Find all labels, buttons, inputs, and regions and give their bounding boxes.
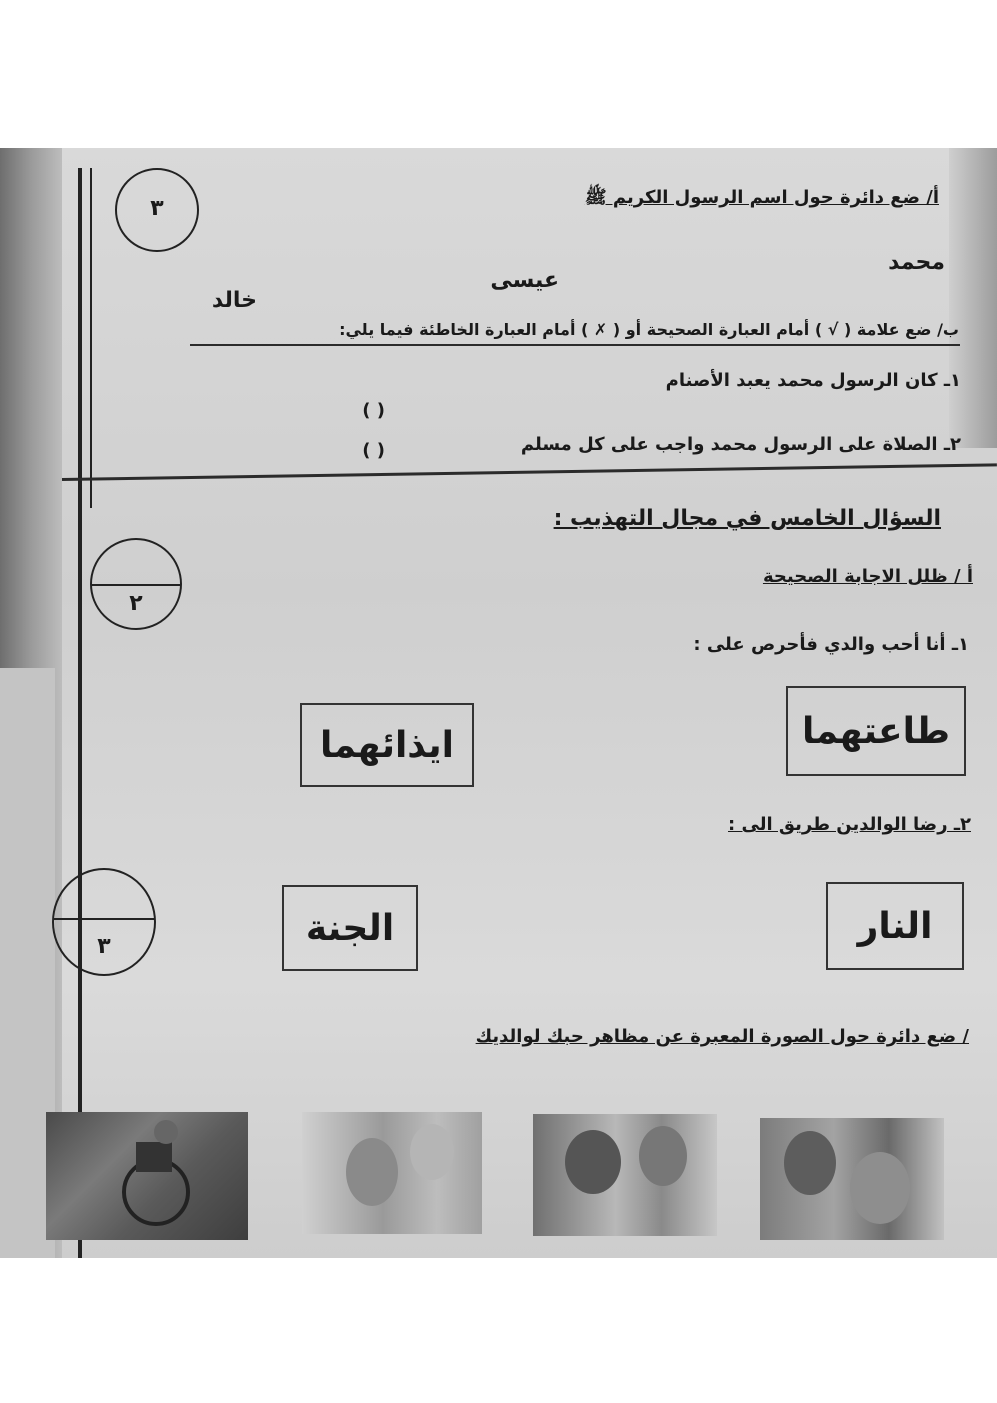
option-harm[interactable]: ايذائهما (300, 703, 474, 787)
option-obey[interactable]: طاعتهما (786, 686, 966, 776)
exam-page-photo (0, 148, 997, 1258)
section-divider (62, 463, 997, 481)
image-scene-4[interactable] (760, 1118, 944, 1240)
image-scene-3[interactable] (533, 1114, 717, 1236)
part-c-instruction: / ضع دائرة حول الصورة المعبرة عن مظاهر حبك لوالديك (475, 1026, 969, 1047)
image-scene-2[interactable] (302, 1112, 482, 1234)
score-circle-q1 (90, 538, 182, 630)
score-value: ٣ (150, 196, 164, 221)
question-1: ١ـ أنا أحب والدي فأحرص على : (693, 634, 969, 655)
option-fire[interactable]: النار (826, 882, 964, 970)
part-a-instruction: أ / ظلل الاجابة الصحيحة (762, 566, 973, 587)
option-paradise[interactable]: الجنة (282, 885, 418, 971)
score-value: ٢ (129, 590, 143, 616)
section-b-instruction: ب/ ضع علامة ( √ ) أمام العبارة الصحيحة أو ( ✗ ) أمام العبارة الخاطئة فيما يلي: (339, 320, 959, 339)
choice-isa[interactable]: عيسى (490, 268, 559, 293)
question-2: ٢ـ رضا الوالدين طريق الى : (728, 814, 971, 835)
section-a-instruction: أ/ ضع دائرة حول اسم الرسول الكريم ﷺ (584, 187, 939, 208)
score-value: ٣ (97, 934, 111, 960)
choice-khalid[interactable]: خالد (211, 288, 257, 313)
background-right (949, 148, 997, 448)
statement-2: ٢ـ الصلاة على الرسول محمد واجب على كل مسلم (520, 434, 961, 455)
margin-line-outer (78, 168, 82, 1258)
section-b-rule (190, 344, 960, 346)
score-circle-q2 (52, 868, 156, 976)
choice-mohammed[interactable]: محمد (888, 250, 945, 275)
statement-1: ١ـ كان الرسول محمد يعبد الأصنام (665, 370, 961, 391)
answer-paren-2[interactable]: ( ) (362, 440, 385, 461)
answer-paren-1[interactable]: ( ) (362, 400, 385, 421)
score-circle-a (115, 168, 199, 252)
q5-title: السؤال الخامس في مجال التهذيب : (553, 506, 941, 531)
image-wheelchair[interactable] (46, 1112, 248, 1240)
margin-line-inner (90, 168, 92, 508)
